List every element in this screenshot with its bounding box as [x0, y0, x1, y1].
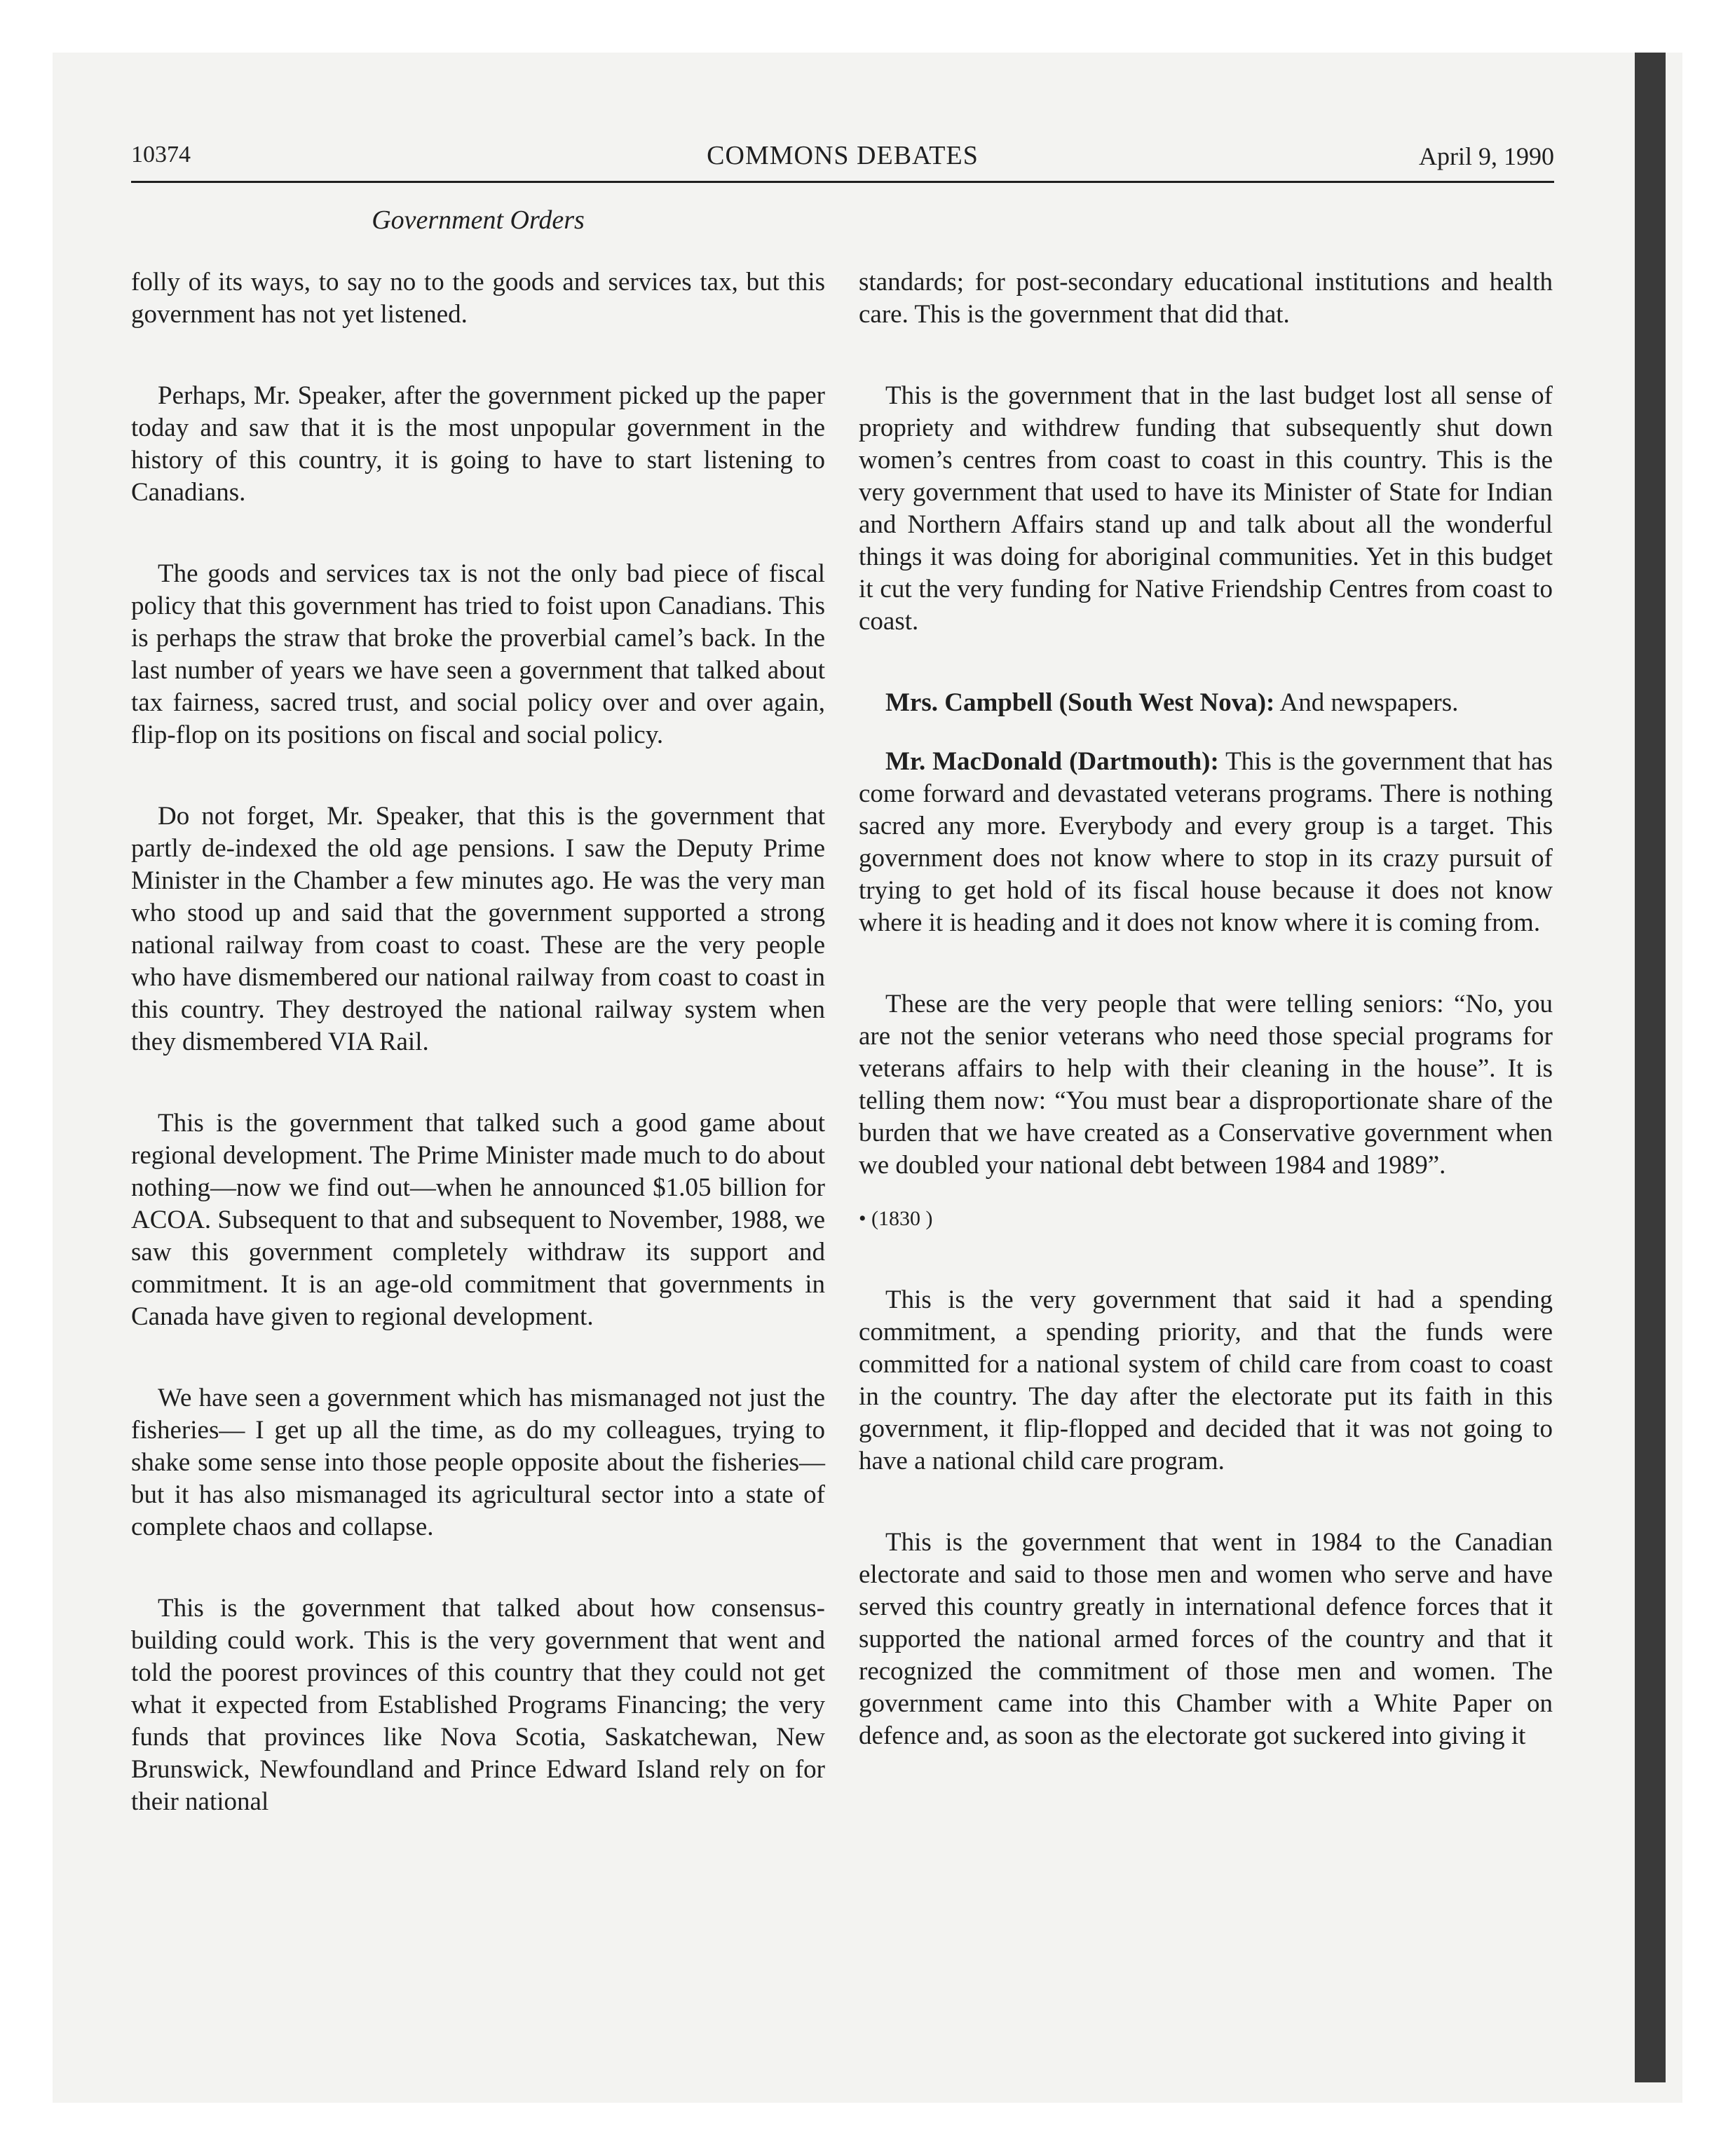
page-header	[131, 137, 1554, 179]
left-column	[131, 266, 825, 1867]
paragraph: This is the government that talked about how consensus-building could work. This is the very government that went and told the poorest provinces of this country that they could not get what it expected from Established Programs Financing; the very funds that provinces like Nova Scotia, Saskatchewan, New Brunswick, Newfoundland and Prince Edward Island rely on for their national	[131, 1594, 825, 1816]
paragraph: These are the very people that were telling seniors: “No, you are not the senior veterans who need those special programs for veterans affairs to help with their cleaning in the house”. It is telling them now: “You must bear a disproportionate share of the burden that we have created as a Conservative government when we doubled your national debt between 1984 and 1989”.	[859, 990, 1553, 1180]
header-rule	[131, 181, 1554, 183]
speech-text: And newspapers.	[1274, 688, 1459, 717]
speech	[859, 746, 1553, 939]
right-column	[859, 266, 1553, 1801]
speaker-name: Mrs. Campbell (South West Nova):	[885, 688, 1275, 717]
paragraph: We have seen a government which has mismanaged not just the fisheries— I get up all the time, as do my colleagues, trying to shake some sense into those people opposite about the fisheries—but it has also mismanaged its agricultural sector into a state of complete chaos and collapse.	[131, 1384, 825, 1541]
paragraph: The goods and services tax is not the only bad piece of fiscal policy that this government has tried to foist upon Canadians. This is perhaps the straw that broke the proverbial camel’s back. In the last number of years we have seen a government that talked about tax fairness, sacred trust, and social policy over and over again, flip-flop on its positions on fiscal and social policy.	[131, 559, 825, 749]
paragraph: Do not forget, Mr. Speaker, that this is the government that partly de-indexed the old age pensions. I saw the Deputy Prime Minister in the Chamber a few minutes ago. He was the very man who stood up and said that the government supported a strong national railway from coast to coast. These are the very people who have dismembered our national railway from coast to coast in this country. They destroyed the national railway system when they dismembered VIA Rail.	[131, 802, 825, 1056]
scan-edge-shadow	[1635, 53, 1666, 2082]
paragraph: standards; for post-secondary educational institutions and health care. This is the government that did that.	[859, 268, 1553, 329]
publication-title: COMMONS DEBATES	[707, 141, 979, 170]
publication-date: April 9, 1990	[1419, 142, 1554, 170]
paragraph: Perhaps, Mr. Speaker, after the government picked up the paper today and saw that it is the most unpopular government in the history of this country, it is going to have to start listening to Canadians.	[131, 381, 825, 507]
paragraph: folly of its ways, to say no to the goods and services tax, but this government has not yet listened.	[131, 268, 825, 329]
time-marker: • (1830 )	[859, 1207, 933, 1230]
page-number: 10374	[131, 142, 191, 168]
paragraph: This is the very government that said it had a spending commitment, a spending priority, and that the funds were committed for a national system of child care from coast to coast in the country. The day after the electorate put its faith in this government, it flip-flopped and decided that it was not going to have a national child care program.	[859, 1285, 1553, 1475]
interjection	[859, 687, 1553, 719]
speaker-name: Mr. MacDonald (Dartmouth):	[885, 747, 1219, 776]
paragraph: This is the government that went in 1984 to the Canadian electorate and said to those men and women who serve and have served this country greatly in international defence forces that it supported the national armed forces of the country and that it recognized the commitment of those men and women. The government came into this Chamber with a White Paper on defence and, as soon as the electorate got suckered into giving it	[859, 1528, 1553, 1750]
paragraph: This is the government that in the last budget lost all sense of propriety and withdrew funding that subsequently shut down women’s centres from coast to coast in this country. This is the very government that used to have its Minister of State for Indian and Northern Affairs stand up and talk about all the wonderful things it was doing for aboriginal communities. Yet in this budget it cut the very funding for Native Friendship Centres from coast to coast.	[859, 381, 1553, 636]
section-title: Government Orders	[372, 205, 585, 235]
paragraph: This is the government that talked such a good game about regional development. The Prime Minister made much to do about nothing—now we find out—when he announced $1.05 billion for ACOA. Subsequent to that and subsequent to November, 1988, we saw this government completely withdraw its support and commitment. It is an age-old commitment that governments in Canada have given to regional development.	[131, 1109, 825, 1331]
speech-text: This is the government that has come forward and devastated veterans programs. There is nothing sacred any more. Everybody and every group is a target. This government does not know where to stop in its crazy pursuit of trying to get hold of its fiscal house because it does not know where it is heading and it does not know where it is coming from.	[859, 747, 1553, 937]
